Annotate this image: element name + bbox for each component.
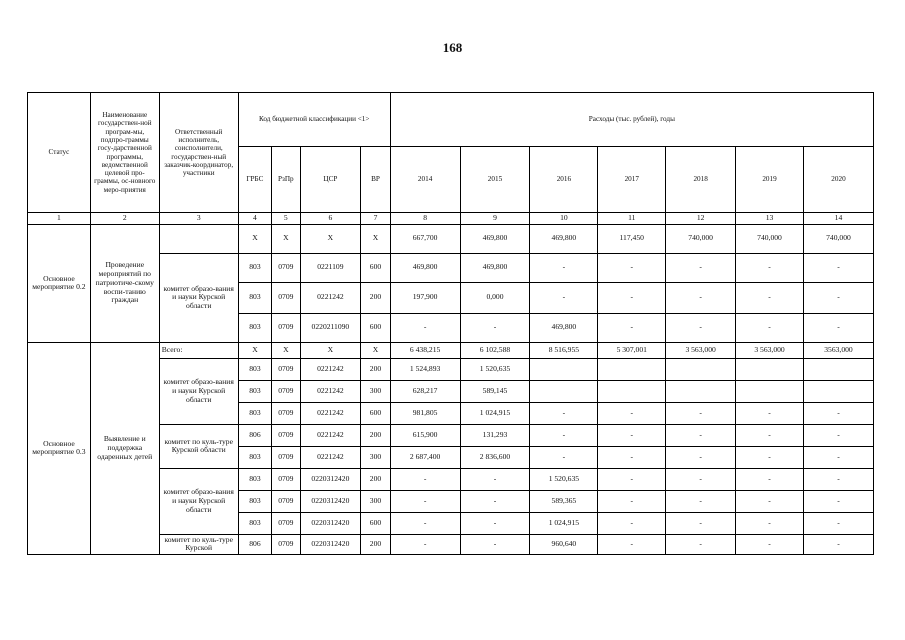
table-cell: - [666, 468, 736, 490]
status-cell: Основное мероприятие 0.2 [28, 224, 91, 342]
vr-header: ВР [361, 147, 390, 213]
table-cell: - [598, 313, 666, 342]
table-cell: 131,293 [460, 424, 530, 446]
program-name-cell: Проведение мероприятий по патриотиче-скому воспи-танию граждан [90, 224, 159, 342]
table-cell: - [598, 534, 666, 554]
column-number: 6 [300, 213, 361, 225]
table-cell [736, 380, 804, 402]
table-cell: - [803, 402, 873, 424]
executor-cell: комитет образо-вания и науки Курской области [159, 253, 238, 342]
table-cell: 740,000 [803, 224, 873, 253]
table-cell: 8 516,955 [530, 342, 598, 358]
table-cell: - [803, 253, 873, 282]
table-cell: - [666, 313, 736, 342]
table-cell: 469,800 [390, 253, 460, 282]
table-cell: Х [272, 342, 300, 358]
table-cell: 0709 [272, 512, 300, 534]
table-cell: - [460, 534, 530, 554]
table-cell: 0709 [272, 358, 300, 380]
table-cell: - [803, 424, 873, 446]
table-cell: Х [361, 342, 390, 358]
table-cell: 740,000 [666, 224, 736, 253]
table-cell: - [666, 282, 736, 313]
table-cell: 200 [361, 534, 390, 554]
table-cell: 0709 [272, 253, 300, 282]
table-cell: - [736, 468, 804, 490]
table-cell: - [598, 468, 666, 490]
table-cell: 803 [238, 282, 271, 313]
table-cell: 0709 [272, 424, 300, 446]
executor-header: Ответственный исполнитель, соисполнители, государствен-ный заказчик-координатор, участники [159, 93, 238, 213]
table-cell: 0709 [272, 282, 300, 313]
table-cell: 1 024,915 [460, 402, 530, 424]
table-cell: 600 [361, 313, 390, 342]
year-header: 2016 [530, 147, 598, 213]
column-number: 12 [666, 213, 736, 225]
table-cell: 981,805 [390, 402, 460, 424]
table-cell: 806 [238, 534, 271, 554]
table-cell: - [666, 512, 736, 534]
table-cell: 6 438,215 [390, 342, 460, 358]
table-cell: 1 520,635 [460, 358, 530, 380]
total-label: Всего: [159, 342, 238, 358]
csr-header: ЦСР [300, 147, 361, 213]
table-cell: 469,800 [460, 224, 530, 253]
table-cell: 200 [361, 424, 390, 446]
column-number-row [28, 213, 874, 225]
table-cell: 200 [361, 358, 390, 380]
table-cell: - [530, 253, 598, 282]
table-cell: - [460, 468, 530, 490]
table-cell: 600 [361, 253, 390, 282]
table-cell: - [460, 512, 530, 534]
table-cell: - [736, 282, 804, 313]
table-cell: - [530, 282, 598, 313]
table-cell: 960,640 [530, 534, 598, 554]
table-cell: 803 [238, 253, 271, 282]
table-cell [803, 358, 873, 380]
column-number: 13 [736, 213, 804, 225]
table-cell: - [666, 490, 736, 512]
table-cell: 589,365 [530, 490, 598, 512]
table-cell: 1 520,635 [530, 468, 598, 490]
table-cell: - [736, 446, 804, 468]
table-cell: 803 [238, 380, 271, 402]
program-name-cell: Выявление и поддержка одаренных детей [90, 342, 159, 554]
executor-cell: комитет образо-вания и науки Курской области [159, 358, 238, 424]
table-cell: 0221242 [300, 402, 361, 424]
page-number: 168 [442, 40, 463, 55]
table-cell: 600 [361, 402, 390, 424]
table-cell: - [598, 253, 666, 282]
table-cell [530, 380, 598, 402]
table-cell: - [598, 490, 666, 512]
table-cell: - [803, 446, 873, 468]
executor-cell: комитет образо-вания и науки Курской области [159, 468, 238, 534]
total-row [28, 342, 874, 358]
table-cell: 0221242 [300, 380, 361, 402]
executor-cell [159, 224, 238, 253]
year-header: 2015 [460, 147, 530, 213]
column-number: 4 [238, 213, 271, 225]
table-cell: 117,450 [598, 224, 666, 253]
executor-cell: комитет по куль-туре Курской области [159, 424, 238, 468]
table-cell: 803 [238, 313, 271, 342]
column-number: 10 [530, 213, 598, 225]
table-cell: - [598, 282, 666, 313]
table-cell: 0221242 [300, 282, 361, 313]
table-cell: - [390, 468, 460, 490]
table-cell: 200 [361, 282, 390, 313]
table-cell: - [736, 253, 804, 282]
table-cell: - [666, 402, 736, 424]
table-cell: - [530, 424, 598, 446]
table-row [28, 224, 874, 253]
year-header: 2020 [803, 147, 873, 213]
table-cell: 300 [361, 380, 390, 402]
expenses-header: Расходы (тыс. рублей), годы [390, 93, 873, 147]
table-cell: - [803, 534, 873, 554]
column-number: 9 [460, 213, 530, 225]
table-cell: 0709 [272, 402, 300, 424]
table-cell: - [736, 424, 804, 446]
table-cell: - [530, 446, 598, 468]
status-cell: Основное мероприятие 0.3 [28, 342, 91, 554]
column-number: 11 [598, 213, 666, 225]
table-cell: 469,800 [460, 253, 530, 282]
table-cell: - [666, 424, 736, 446]
table-cell: 469,800 [530, 224, 598, 253]
table-cell: - [598, 424, 666, 446]
table-cell: - [598, 402, 666, 424]
table-cell: 589,145 [460, 380, 530, 402]
table-cell: - [803, 490, 873, 512]
year-header: 2019 [736, 147, 804, 213]
table-cell: - [598, 446, 666, 468]
table-cell: 197,900 [390, 282, 460, 313]
year-header: 2018 [666, 147, 736, 213]
table-cell: 1 524,893 [390, 358, 460, 380]
table-cell: - [666, 253, 736, 282]
table-cell: Х [272, 224, 300, 253]
table-cell: 667,700 [390, 224, 460, 253]
table-cell: 6 102,588 [460, 342, 530, 358]
table-cell: 0220312420 [300, 468, 361, 490]
table-cell: 0,000 [460, 282, 530, 313]
table-cell: 0709 [272, 313, 300, 342]
table-cell: 200 [361, 468, 390, 490]
table-cell: 469,800 [530, 313, 598, 342]
table-cell [598, 380, 666, 402]
grbs-header: ГРБС [238, 147, 271, 213]
table-cell: 1 024,915 [530, 512, 598, 534]
status-header: Статус [28, 93, 91, 213]
table-cell: 0220211090 [300, 313, 361, 342]
table-cell: - [666, 534, 736, 554]
table-cell: - [736, 402, 804, 424]
table-cell: 300 [361, 490, 390, 512]
table-cell: - [803, 282, 873, 313]
table-cell: 3 563,000 [666, 342, 736, 358]
table-cell: - [666, 446, 736, 468]
table-cell: 803 [238, 446, 271, 468]
table-cell: - [390, 534, 460, 554]
column-number: 14 [803, 213, 873, 225]
table-cell: 600 [361, 512, 390, 534]
table-cell: - [736, 534, 804, 554]
table-cell: - [803, 313, 873, 342]
table-cell: 2 687,400 [390, 446, 460, 468]
header-row-1 [28, 93, 874, 147]
table-cell: 300 [361, 446, 390, 468]
table-cell [530, 358, 598, 380]
column-number: 7 [361, 213, 390, 225]
table-cell: 0221242 [300, 446, 361, 468]
year-header: 2017 [598, 147, 666, 213]
table-cell: 3563,000 [803, 342, 873, 358]
table-cell: Х [361, 224, 390, 253]
table-cell: Х [300, 224, 361, 253]
table-cell: - [390, 313, 460, 342]
column-number: 2 [90, 213, 159, 225]
table-cell: 0220312420 [300, 512, 361, 534]
column-number: 3 [159, 213, 238, 225]
table-cell [803, 380, 873, 402]
executor-cell: комитет по куль-туре Курской [159, 534, 238, 554]
table-cell: 0709 [272, 446, 300, 468]
table-cell: 0709 [272, 380, 300, 402]
table-cell: 0221109 [300, 253, 361, 282]
table-cell: 0221242 [300, 424, 361, 446]
table-cell: 0709 [272, 490, 300, 512]
table-cell: 803 [238, 468, 271, 490]
table-cell: Х [238, 224, 271, 253]
table-cell: - [803, 468, 873, 490]
table-cell: 803 [238, 490, 271, 512]
budget-table [27, 92, 874, 555]
table-cell: 615,900 [390, 424, 460, 446]
table-cell: 803 [238, 402, 271, 424]
budget-code-header: Код бюджетной классификации <1> [238, 93, 390, 147]
table-cell: 740,000 [736, 224, 804, 253]
rzpr-header: РзПр [272, 147, 300, 213]
table-cell: 2 836,600 [460, 446, 530, 468]
column-number: 8 [390, 213, 460, 225]
table-cell: 0709 [272, 468, 300, 490]
table-cell: 806 [238, 424, 271, 446]
table-cell: - [736, 490, 804, 512]
table-cell [666, 380, 736, 402]
table-cell [736, 358, 804, 380]
table-cell: 0220312420 [300, 490, 361, 512]
table-cell: 0221242 [300, 358, 361, 380]
table-cell: 3 563,000 [736, 342, 804, 358]
table-cell: - [736, 512, 804, 534]
table-cell: - [530, 402, 598, 424]
table-cell: 0709 [272, 534, 300, 554]
year-header: 2014 [390, 147, 460, 213]
table-cell: - [598, 512, 666, 534]
table-cell: 628,217 [390, 380, 460, 402]
table-cell: 0220312420 [300, 534, 361, 554]
table-cell: 803 [238, 358, 271, 380]
column-number: 5 [272, 213, 300, 225]
table-cell: Х [238, 342, 271, 358]
program-name-header: Наименование государствен-ной програм-мы, подпро-граммы госу-дарственной программы, ведомственной целевой про-граммы, ос-новного меро-приятия [90, 93, 159, 213]
table-cell: 803 [238, 512, 271, 534]
table-cell: - [736, 313, 804, 342]
table-cell: - [390, 490, 460, 512]
table-cell [598, 358, 666, 380]
table-cell: - [390, 512, 460, 534]
table-cell: 5 307,001 [598, 342, 666, 358]
table-cell [666, 358, 736, 380]
column-number: 1 [28, 213, 91, 225]
table-cell: - [460, 313, 530, 342]
table-cell: - [460, 490, 530, 512]
table-cell: Х [300, 342, 361, 358]
table-cell: - [803, 512, 873, 534]
